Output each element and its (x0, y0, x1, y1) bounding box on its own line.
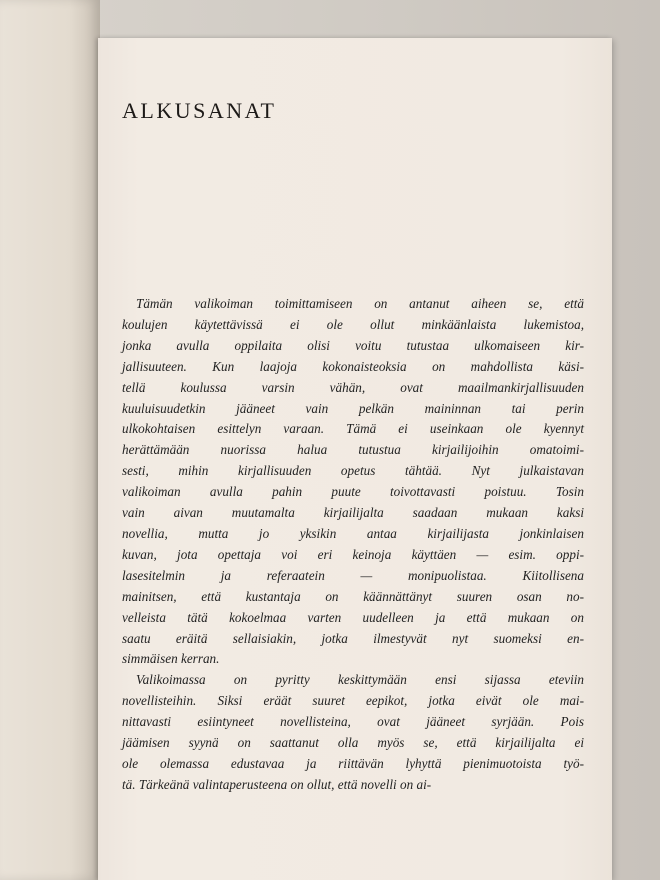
text-line: simmäisen kerran. (122, 651, 220, 667)
text-line: koulujen käytettävissä ei ole ollut minkäänlaista lukemistoa, (122, 316, 584, 332)
text-line: novellisteihin. Siksi eräät suuret eepikot, jotka eivät ole mai- (122, 693, 584, 709)
text-line: ulkokohtaisen esittelyn varaan. Tämä ei useinkaan ole kyennyt (122, 421, 584, 437)
text-line: kuvan, jota opettaja voi eri keinoja käyttäen — esim. oppi- (122, 546, 584, 562)
left-page-edge (0, 0, 100, 880)
text-line: lasesitelmin ja referaatein — monipuolistaa. Kiitollisena (122, 567, 584, 583)
text-line: vain aivan muutamalta kirjailijalta saadaan mukaan kaksi (122, 505, 584, 521)
text-line: kuuluisuudetkin jääneet vain pelkän maininnan tai perin (122, 400, 584, 416)
text-line: tä. Tärkeänä valintaperusteena on ollut, että novelli on ai- (122, 776, 432, 792)
book-page (98, 38, 612, 880)
text-line: novellia, mutta jo yksikin antaa kirjailijasta jonkinlaisen (122, 525, 584, 541)
text-line: valikoiman avulla pahin puute toivottavasti poistuu. Tosin (122, 484, 584, 500)
text-line: tellä koulussa varsin vähän, ovat maailmankirjallisuuden (122, 379, 584, 395)
text-line: jäämisen syynä on saattanut olla myös se, että kirjailijalta ei (122, 735, 584, 751)
paragraph-2 (122, 670, 584, 795)
text-line: nittavasti esiintyneet novellisteina, ovat jääneet syrjään. Pois (122, 714, 584, 730)
text-line: herättämään nuorissa halua tutustua kirjailijoihin omatoimi- (122, 442, 584, 458)
text-line: Tämän valikoiman toimittamiseen on antanut aiheen se, että (136, 296, 584, 311)
text-line: jonka avulla oppilaita olisi voitu tutustaa ulkomaiseen kir- (122, 337, 584, 353)
text-line: Valikoimassa on pyritty keskittymään ensi sijassa eteviin (136, 672, 584, 688)
page-heading: ALKUSANAT (122, 98, 277, 123)
text-line: sesti, mihin kirjallisuuden opetus tähtää. Nyt julkaistavan (122, 463, 584, 479)
body-text (122, 294, 584, 796)
paragraph-1 (122, 294, 584, 670)
text-line: saatu eräitä sellaisiakin, jotka ilmestyvät nyt suomeksi en- (122, 630, 584, 646)
text-line: velleista tätä kokoelmaa varten uudelleen ja että mukaan on (122, 609, 584, 625)
text-line: mainitsen, että kustantaja on käännättänyt suuren osan no- (122, 588, 584, 604)
text-line: jallisuuteen. Kun laajoja kokonaisteoksia on mahdollista käsi- (122, 358, 584, 374)
text-line: ole olemassa edustavaa ja riittävän lyhyttä pienimuotoista työ- (122, 755, 584, 771)
